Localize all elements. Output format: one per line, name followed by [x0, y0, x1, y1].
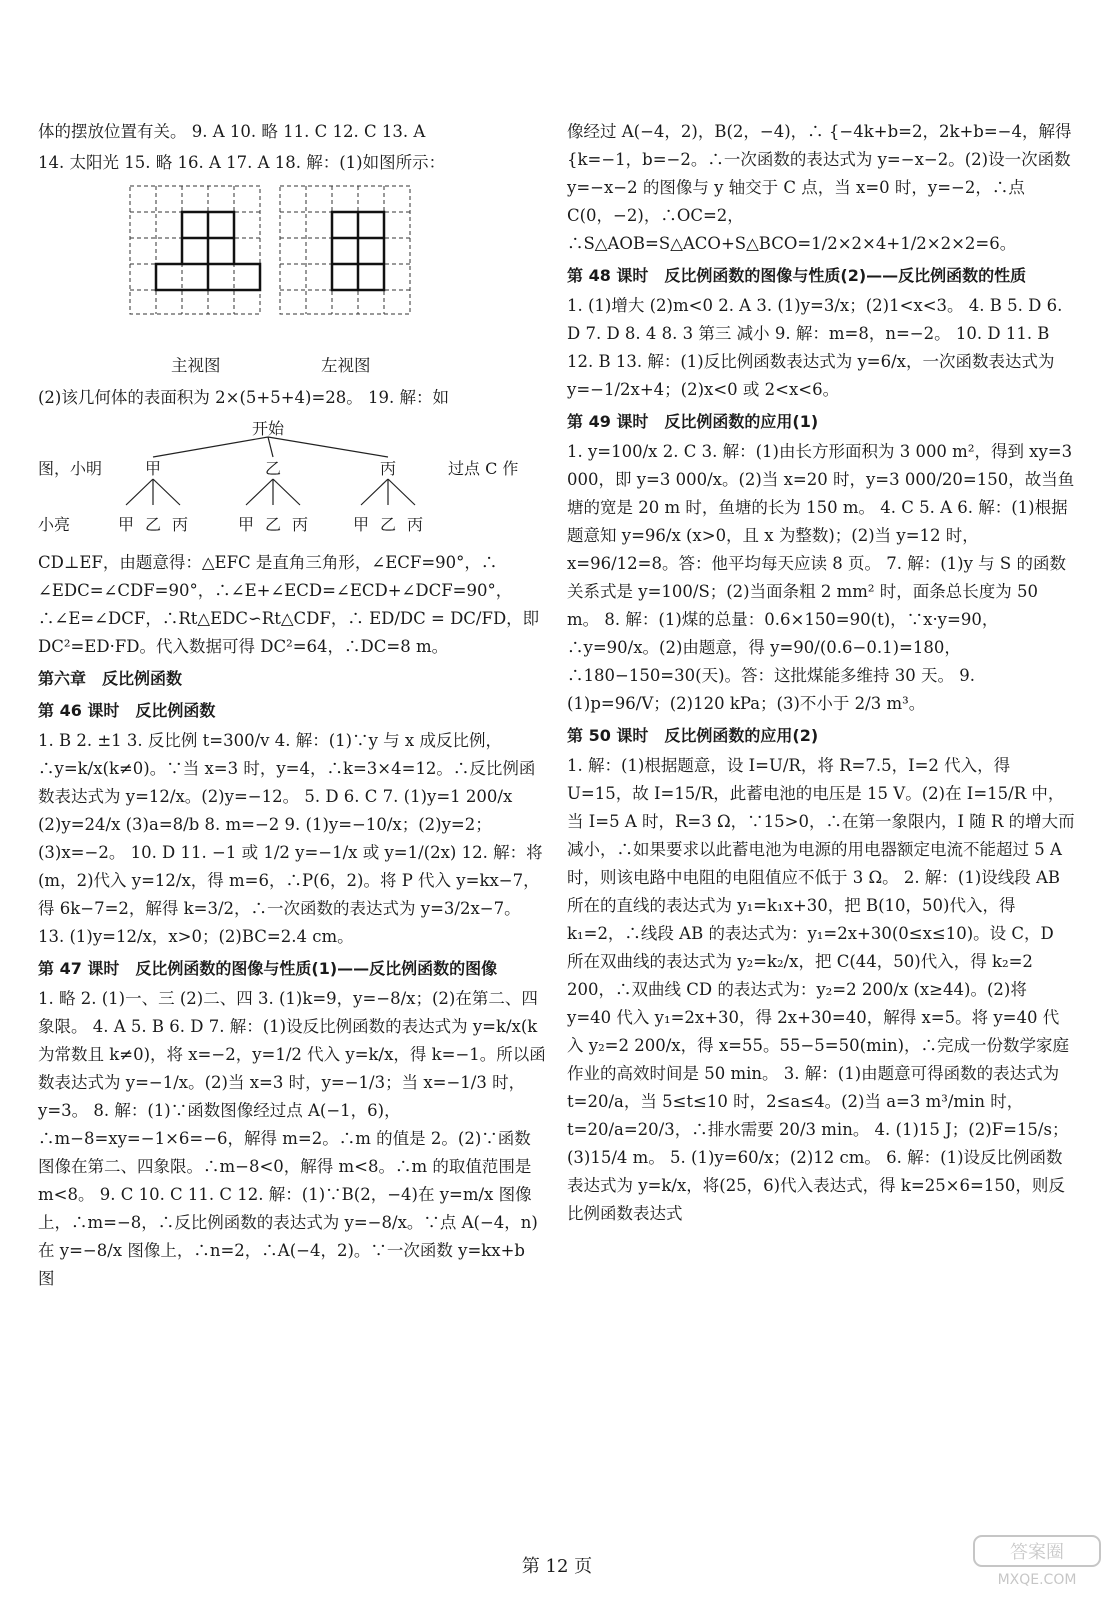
answer-text: CD⊥EF，由题意得：△EFC 是直角三角形，∠ECF=90°，∴ ∠EDC=∠CDF=90°，∴∠E+∠ECD=∠ECD+∠DCF=90°，∴∠E=∠DCF，∴Rt△EDC∽Rt△CDF，∴ ED/DC = DC/FD，即 DC²=ED·FD。代入数据可得 DC²=64，∴DC=8 m。 [38, 553, 540, 656]
side-view-label: 左视图 [321, 356, 371, 375]
lesson-heading: 第 49 课时 反比例函数的应用(1) [567, 412, 819, 431]
chapter-heading: 第六章 反比例函数 [38, 669, 183, 688]
tree-leaf: 甲 [118, 515, 135, 534]
three-view-figure [38, 180, 546, 380]
lesson-heading: 第 50 课时 反比例函数的应用(2) [567, 726, 819, 745]
tree-node: 丙 [380, 459, 397, 478]
answer-text: 1. B 2. ±1 3. 反比例 t=300/v 4. 解：(1)∵y 与 x 成反比例，∴y=k/x(k≠0)。∵当 x=3 时，y=4，∴k=3×4=12。∴反比例函数表达式为 y=12/x。(2)y=−12。 5. D 6. C 7. (1)y=1 200/x (2)y=24/x (3)a=8/b 8. m=−2 9. (1)y=−10/x；(2)y=2；(3)x=−2。 10. D 11. −1 或 1/2 y=−1/x 或 y=1/(2x) 12. 解：将(m，2)代入 y=12/x，得 m=6，∴P(6，2)。将 P 代入 y=kx−7，得 6k−7=2，解得 k=3/2，∴一次函数的表达式为 y=3/2x−7。 13. (1)y=12/x，x>0；(2)BC=2.4 cm。 [38, 731, 543, 946]
lesson-heading: 第 46 课时 反比例函数 [38, 701, 216, 720]
tree-leaf: 乙 [265, 515, 282, 534]
answer-text: 体的摆放位置有关。 9. A 10. 略 11. C 12. C 13. A [38, 122, 426, 141]
tree-leaf: 丙 [292, 515, 309, 534]
tree-node: 甲 [145, 459, 162, 478]
answer-text: 14. 太阳光 15. 略 16. A 17. A 18. 解：(1)如图所示： [38, 153, 446, 172]
answer-text: 1. 解：(1)根据题意，设 I=U/R，将 R=7.5，I=2 代入，得 U=15，故 I=15/R，此蓄电池的电压是 15 V。(2)在 I=15/R 中，当 I=5 A 时，R=3 Ω，∵15>0，∴在第一象限内，I 随 R 的增大而减小，∴如果要求以此蓄电池为电源的用电器额定电流不能超过 5 A 时，则该电路中电阻的电阻值应不低于 3 Ω。 2. 解：(1)设线段 AB 所在的直线的表达式为 y₁=k₁x+30，把 B(10，50)代入，得 k₁=2，∴线段 AB 的表达式为：y₁=2x+30(0≤x≤10)。设 C，D 所在双曲线的表达式为 y₂=k₂/x，把 C(44，50)代入，得 k₂=2 200，∴双曲线 CD 的表达式为：y₂=2 200/x (x≥44)。(2)将 y=40 代入 y₁=2x+30，得 2x+30=40，解得 x=5。将 y=40 代入 y₂=2 200/x，得 x=55。55−5=50(min)，∴完成一份数学家庭作业的高效时间是 50 min。 3. 解：(1)由题意可得函数的表达式为 t=20/a，当 5≤t≤10 时，2≤a≤4。(2)当 a=3 m³/min 时，t=20/a=20/3，∴排水需要 20/3 min。 4. (1)15 J；(2)F=15/s；(3)15/4 m。 5. (1)y=60/x；(2)12 cm。 6. 解：(1)设反比例函数表达式为 y=k/x，将(25，6)代入表达式，得 k=25×6=150，则反比例函数表达式 [567, 756, 1075, 1223]
lesson-heading: 第 48 课时 反比例函数的图像与性质(2)——反比例函数的性质 [567, 266, 1027, 285]
right-column [567, 118, 1075, 1231]
tree-right-text: 过点 C 作 [448, 459, 519, 478]
tree-leaf: 甲 [238, 515, 255, 534]
tree-leaf: 乙 [145, 515, 162, 534]
answer-text: 像经过 A(−4，2)，B(2，−4)，∴ {−4k+b=2，2k+b=−4，解得 {k=−1，b=−2。∴一次函数的表达式为 y=−x−2。(2)设一次函数 y=−x−2 的图像与 y 轴交于 C 点，当 x=0 时，y=−2，∴点 C(0，−2)，∴OC=2，∴S△AOB=S△ACO+S△BCO=1/2×2×4+1/2×2×2=6。 [567, 122, 1072, 253]
tree-node: 乙 [265, 459, 282, 478]
tree-root: 开始 [252, 419, 285, 438]
tree-left-text: 图，小明 [38, 459, 103, 478]
answer-text: 1. 略 2. (1)一、三 (2)二、四 3. (1)k=9，y=−8/x；(2)在第二、四象限。 4. A 5. B 6. D 7. 解：(1)设反比例函数的表达式为 y=k/x(k 为常数且 k≠0)，将 x=−2，y=1/2 代入 y=k/x，得 k=−1。所以函数表达式为 y=−1/x。(2)当 x=3 时，y=−1/3；当 x=−1/3 时，y=3。 8. 解：(1)∵函数图像经过点 A(−1，6)，∴m−8=xy=−1×6=−6，解得 m=2。∴m 的值是 2。(2)∵函数图像在第二、四象限。∴m−8<0，解得 m<8。∴m 的取值范围是 m<8。 9. C 10. C 11. C 12. 解：(1)∵B(2，−4)在 y=m/x 图像上，∴m=−8，∴反比例函数的表达式为 y=−8/x。∵点 A(−4，n)在 y=−8/x 图像上，∴n=2，∴A(−4，2)。∵一次函数 y=kx+b 图 [38, 989, 546, 1288]
page-number: 第 12 页 [521, 1556, 593, 1577]
tree-leaf-label: 小亮 [38, 515, 71, 534]
front-view-label: 主视图 [171, 356, 221, 375]
tree-diagram [38, 415, 546, 545]
grid-views [38, 180, 458, 380]
answer-text: 1. y=100/x 2. C 3. 解：(1)由长方形面积为 3 000 m²，得到 xy=3 000，即 y=3 000/x。(2)当 x=20 时，y=3 000/20=150，故当鱼塘的宽是 20 m 时，鱼塘的长为 150 m。 4. C 5. A 6. 解：(1)根据题意知 y=96/x (x>0，且 x 为整数)；(2)当 y=12 时，x=96/12=8。答：他平均每天应读 8 页。 7. 解：(1)y 与 S 的函数关系式是 y=100/S；(2)当面条粗 2 mm² 时，面条总长度为 50 m。 8. 解：(1)煤的总量：0.6×150=90(t)，∵x·y=90，∴y=90/x。(2)由题意，得 y=90/(0.6−0.1)=180，∴180−150=30(天)。答：这批煤能多维持 30 天。 9. (1)p=96/V；(2)120 kPa；(3)不小于 2/3 m³。 [567, 442, 1075, 713]
svg-text:答案圈: 答案圈 [1010, 1542, 1064, 1563]
tree-leaf: 丙 [172, 515, 189, 534]
left-column [38, 118, 546, 1296]
watermark-logo [972, 1532, 1102, 1590]
lesson-heading: 第 47 课时 反比例函数的图像与性质(1)——反比例函数的图像 [38, 959, 498, 978]
tree-leaf: 甲 [353, 515, 370, 534]
tree-leaf: 乙 [380, 515, 397, 534]
svg-text:MXQE.COM: MXQE.COM [997, 1572, 1077, 1588]
answer-text: (2)该几何体的表面积为 2×(5+5+4)=28。 19. 解：如 [38, 388, 450, 407]
answer-text: 1. (1)增大 (2)m<0 2. A 3. (1)y=3/x；(2)1<x<3。 4. B 5. D 6. D 7. D 8. 4 8. 3 第三 减小 9. 解：m=8，n=−2。 10. D 11. B 12. B 13. 解：(1)反比例函数表达式为 y=6/x，一次函数表达式为 y=−1/2x+4；(2)x<0 或 2<x<6。 [567, 296, 1063, 399]
tree-leaf: 丙 [407, 515, 424, 534]
